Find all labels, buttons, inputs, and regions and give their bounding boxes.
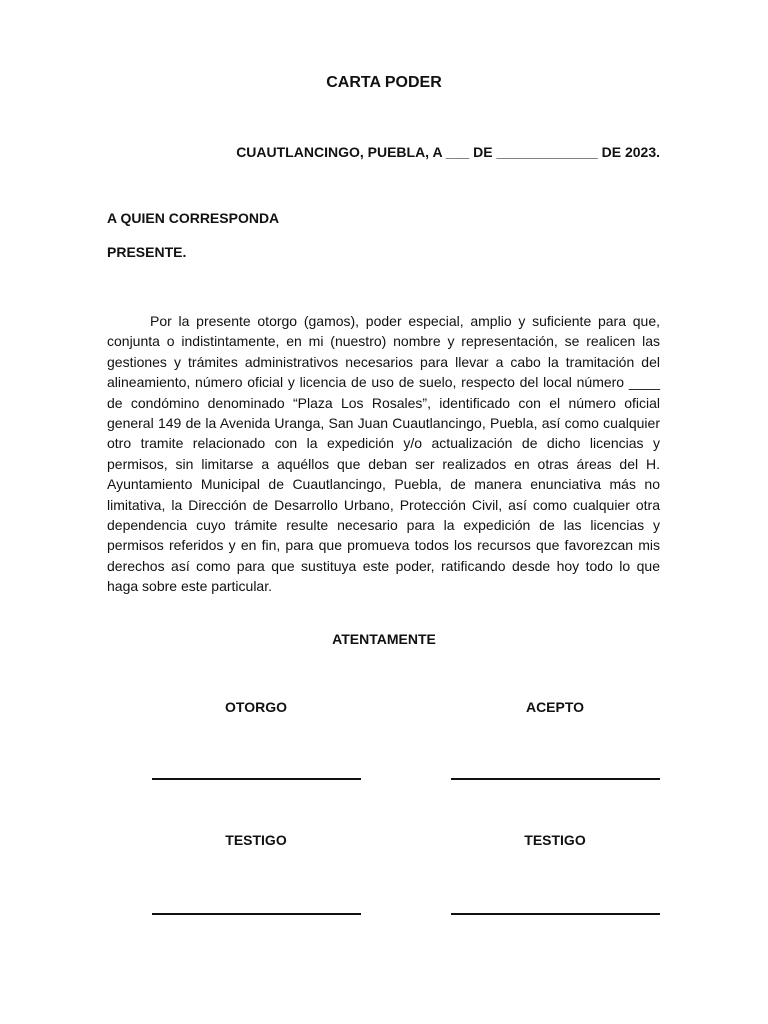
signature-line-acepto [451, 778, 660, 780]
signature-line-testigo-left [152, 913, 361, 915]
signature-label-otorgo: OTORGO [225, 699, 287, 715]
closing-atentamente: ATENTAMENTE [332, 631, 436, 647]
signature-line-testigo-right [451, 913, 660, 915]
place-date-line: CUAUTLANCINGO, PUEBLA, A ___ DE _____________ DE 2023. [236, 144, 660, 160]
body-paragraph: Por la presente otorgo (gamos), poder especial, amplio y suficiente para que, conjunta o indistintamente, en mi (nuestro) nombre y representación, se realicen las gestiones y trámites administrativos necesarios para llevar a cabo la tramitación del alineamiento, número oficial y licencia de uso de suelo, respecto del local número ____ de condómino denominado “Plaza Los Rosales”, identificado con el número oficial general 149 de la Avenida Uranga, San Juan Cuautlancingo, Puebla, así como cualquier otro tramite relacionado con la expedición y/o actualización de dicho licencias y permisos, sin limitarse a aquéllos que deban ser realizados en otras áreas del H. Ayuntamiento Municipal de Cuautlancingo, Puebla, de manera enunciativa más no limitativa, la Dirección de Desarrollo Urbano, Protección Civil, así como cualquier otra dependencia cuyo trámite resulte necesario para la expedición de las licencias y permisos referidos y en fin, para que promueva todos los recursos que favorezcan mis derechos así como para que sustituya este poder, ratificando desde hoy todo lo que haga sobre este particular. [107, 313, 660, 595]
presente-line: PRESENTE. [107, 244, 187, 260]
signature-line-otorgo [152, 778, 361, 780]
signature-label-testigo-left: TESTIGO [225, 832, 287, 848]
addressee-line: A QUIEN CORRESPONDA [107, 210, 280, 226]
document-title: CARTA PODER [326, 74, 442, 91]
signature-label-testigo-right: TESTIGO [524, 832, 586, 848]
signature-label-acepto: ACEPTO [525, 699, 585, 715]
